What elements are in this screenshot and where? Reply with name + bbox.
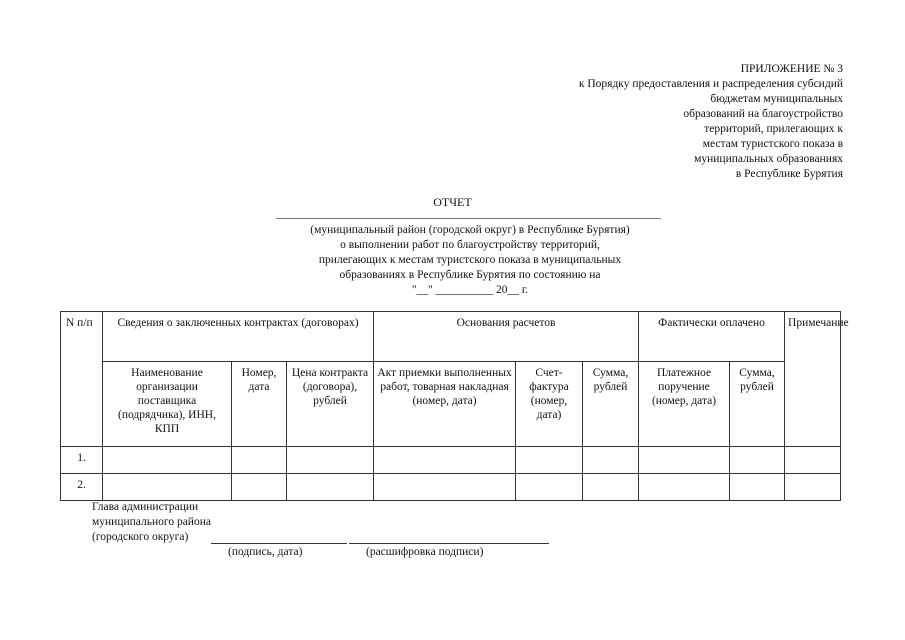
- table-cell[interactable]: [730, 474, 785, 501]
- group-basis-header: Основания расчетов: [374, 312, 639, 362]
- subtitle-line: (муниципальный район (городской округ) в Республике Бурятия): [310, 224, 630, 236]
- appendix-line: муниципальных образованиях: [694, 153, 843, 165]
- table-cell[interactable]: [730, 447, 785, 474]
- col-act-header: Акт приемки выполненных работ, товарная накладная (номер, дата): [374, 362, 516, 447]
- signature-caption: (подпись, дата): [228, 546, 303, 558]
- row-number: 2.: [61, 474, 103, 501]
- col-note-header: Примечание: [785, 312, 841, 447]
- appendix-line: бюджетам муниципальных: [710, 93, 843, 105]
- table-cell[interactable]: [232, 474, 287, 501]
- group-paid-header: Фактически оплачено: [639, 312, 785, 362]
- col-number-header: N п/п: [61, 312, 103, 447]
- report-table: [60, 311, 849, 501]
- table-row: [61, 447, 841, 474]
- subtitle-line: образованиях в Республике Бурятия по состоянию на: [339, 269, 601, 281]
- signature-block: [92, 500, 211, 545]
- col-contract-number-header: Номер, дата: [232, 362, 287, 447]
- signature-line: муниципального района: [92, 516, 211, 528]
- subtitle-line: прилегающих к местам туристского показа в муниципальных: [318, 254, 622, 266]
- appendix-line: ПРИЛОЖЕНИЕ № 3: [740, 63, 843, 75]
- report-title: ОТЧЕТ: [433, 195, 472, 209]
- report-subtitle: [255, 223, 685, 298]
- table-row: [61, 474, 841, 501]
- table-cell[interactable]: [583, 447, 639, 474]
- col-basis-sum-header: Сумма, рублей: [583, 362, 639, 447]
- table-cell[interactable]: [103, 447, 232, 474]
- group-contracts-header: Сведения о заключенных контрактах (договорах): [103, 312, 374, 362]
- table-cell[interactable]: [374, 447, 516, 474]
- subtitle-line: о выполнении работ по благоустройству территорий,: [340, 239, 600, 251]
- row-number: 1.: [61, 447, 103, 474]
- name-fill-line[interactable]: [349, 543, 549, 544]
- table-cell[interactable]: [232, 447, 287, 474]
- table-cell[interactable]: [287, 447, 374, 474]
- name-caption: (расшифровка подписи): [366, 546, 484, 558]
- municipality-fill-line: [276, 218, 661, 219]
- appendix-line: территорий, прилегающих к: [704, 123, 843, 135]
- table-cell[interactable]: [516, 474, 583, 501]
- col-invoice-header: Счет-фактура (номер, дата): [516, 362, 583, 447]
- table-cell[interactable]: [287, 474, 374, 501]
- table-cell[interactable]: [583, 474, 639, 501]
- table-cell[interactable]: [516, 447, 583, 474]
- appendix-line: в Республике Бурятия: [735, 168, 843, 180]
- table-cell[interactable]: [639, 447, 730, 474]
- appendix-line: образований на благоустройство: [683, 108, 843, 120]
- table-cell[interactable]: [374, 474, 516, 501]
- table-cell[interactable]: [103, 474, 232, 501]
- table-cell[interactable]: [785, 447, 841, 474]
- col-paid-sum-header: Сумма, рублей: [730, 362, 785, 447]
- col-payment-order-header: Платежное поручение (номер, дата): [639, 362, 730, 447]
- signature-line: (городского округа): [92, 531, 189, 543]
- appendix-line: местам туристского показа в: [702, 138, 843, 150]
- appendix-header: [513, 62, 843, 182]
- table-cell[interactable]: [785, 474, 841, 501]
- signature-line: Глава администрации: [92, 501, 199, 513]
- table-cell[interactable]: [639, 474, 730, 501]
- signature-fill-line[interactable]: [211, 543, 347, 544]
- subtitle-line: "__" __________ 20__ г.: [411, 284, 529, 296]
- col-supplier-header: Наименование организации поставщика (подрядчика), ИНН, КПП: [103, 362, 232, 447]
- col-contract-price-header: Цена контракта (договора), рублей: [287, 362, 374, 447]
- appendix-line: к Порядку предоставления и распределения субсидий: [578, 78, 843, 90]
